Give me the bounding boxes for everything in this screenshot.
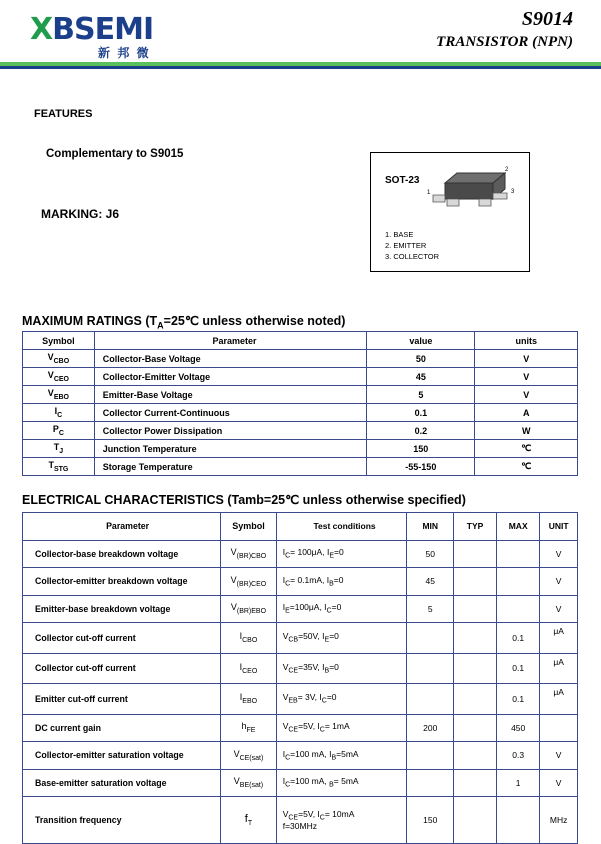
table-row (23, 458, 578, 476)
cell-typ (454, 684, 497, 715)
symbol-base: I (239, 631, 243, 642)
symbol-sub: EBO (53, 393, 69, 401)
symbol-sub: (BR)CEO (236, 580, 267, 588)
cond-c: = 10mA (324, 808, 355, 819)
table-row (23, 386, 578, 404)
cond-b-sub: C (319, 727, 325, 735)
cond-a-sub: E (285, 608, 290, 616)
cond-a: V (282, 631, 289, 642)
cell-unit: V (540, 540, 578, 568)
max-ratings-heading-post: =25℃ unless otherwise noted) (163, 314, 346, 328)
symbol-sub: J (59, 447, 64, 455)
cell-symbol (221, 684, 277, 715)
table-header-row (23, 513, 578, 541)
cell-unit: ℃ (475, 458, 578, 476)
cell-symbol (23, 386, 95, 404)
cell-max: 0.3 (497, 742, 540, 770)
symbol-sub: C (57, 411, 63, 419)
cond-a: I (282, 547, 286, 558)
cell-unit (540, 714, 578, 742)
symbol-sub: STG (53, 465, 69, 473)
cell-symbol (221, 568, 277, 596)
table-row (23, 440, 578, 458)
svg-text:1: 1 (427, 190, 431, 196)
cond-b-sub: C (319, 814, 325, 822)
cell-symbol (23, 404, 95, 422)
cell-min: 45 (407, 568, 454, 596)
col-units: units (475, 332, 578, 350)
cell-unit: W (475, 422, 578, 440)
package-pin-list (385, 229, 439, 262)
col-test-conditions: Test conditions (276, 513, 407, 541)
symbol-base: V (230, 574, 237, 585)
cell-max (497, 595, 540, 623)
header-rule-blue (0, 66, 601, 69)
cond-b-sub: E (324, 637, 330, 645)
cond-b-sub: B (324, 667, 330, 675)
table-row (23, 769, 578, 797)
cond-a: V (282, 692, 289, 703)
cond-b: = 0.1mA, I (290, 574, 330, 585)
cell-max (497, 540, 540, 568)
cond-c: =0 (326, 692, 337, 703)
col-parameter: Parameter (23, 513, 221, 541)
cell-parameter: Collector Current-Continuous (94, 404, 366, 422)
table-row (23, 422, 578, 440)
symbol-base: I (239, 661, 243, 672)
symbol-base: V (230, 602, 237, 613)
svg-text:3: 3 (511, 189, 515, 195)
cell-min (407, 684, 454, 715)
cond-b: =50V, I (298, 631, 325, 642)
package-name-label: SOT-23 (385, 175, 420, 186)
cond-c: = 5mA (333, 776, 359, 787)
cell-symbol (23, 422, 95, 440)
cond-a-sub: EB (288, 698, 298, 706)
symbol-base: T (48, 460, 54, 471)
cell-unit: μA (540, 623, 578, 654)
cell-value: 150 (367, 440, 475, 458)
col-symbol: Symbol (23, 332, 95, 350)
part-type-subtitle: TRANSISTOR (NPN) (436, 34, 573, 50)
cell-max: 0.1 (497, 653, 540, 684)
cond-b: =5V, I (298, 721, 320, 732)
sot23-drawing (423, 165, 519, 226)
marking-text: MARKING: J6 (41, 207, 120, 221)
col-typ: TYP (454, 513, 497, 541)
cell-symbol (221, 797, 277, 844)
max-ratings-heading-sub: A (157, 320, 164, 331)
symbol-base: f (244, 812, 248, 825)
cond-a-sub: C (285, 782, 291, 790)
cell-symbol (221, 742, 277, 770)
cell-typ (454, 568, 497, 596)
col-min: MIN (407, 513, 454, 541)
cell-conditions (276, 742, 407, 770)
cond-b-sub: B (329, 580, 334, 588)
cond-a: I (282, 574, 286, 585)
cell-unit: μA (540, 653, 578, 684)
symbol-base: V (47, 370, 54, 381)
table-header-row (23, 332, 578, 350)
col-value: value (367, 332, 475, 350)
cell-typ (454, 769, 497, 797)
table-row (23, 568, 578, 596)
col-unit: UNIT (540, 513, 578, 541)
cell-conditions (276, 714, 407, 742)
table-row (23, 595, 578, 623)
cell-parameter: Base-emitter saturation voltage (23, 769, 221, 797)
symbol-sub: EBO (242, 698, 258, 706)
cond-b-sub: C (321, 698, 327, 706)
cell-unit: V (540, 769, 578, 797)
features-heading: FEATURES (34, 108, 93, 120)
cond-b: = 100μA, I (290, 547, 330, 558)
cell-parameter: Collector Power Dissipation (94, 422, 366, 440)
cell-parameter: Collector-Base Voltage (94, 350, 366, 368)
table-row (23, 368, 578, 386)
cell-symbol (221, 595, 277, 623)
part-number-title: S9014 (521, 8, 573, 30)
cond-a: I (282, 748, 286, 759)
cond-b-sub: E (329, 553, 334, 561)
cell-typ (454, 797, 497, 844)
symbol-base: V (233, 776, 240, 787)
symbol-base: T (53, 442, 60, 453)
cell-min (407, 623, 454, 654)
cell-unit: V (475, 350, 578, 368)
cell-conditions (276, 540, 407, 568)
cell-conditions (276, 568, 407, 596)
cell-value: 5 (367, 386, 475, 404)
cell-typ (454, 714, 497, 742)
symbol-sub: CBO (53, 357, 70, 365)
symbol-base: V (47, 388, 54, 399)
table-row (23, 404, 578, 422)
complementary-text: Complementary to S9015 (46, 148, 184, 160)
cell-parameter: Storage Temperature (94, 458, 366, 476)
cell-typ (454, 742, 497, 770)
symbol-sub: CEO (53, 375, 69, 383)
cell-conditions (276, 623, 407, 654)
cell-symbol (221, 714, 277, 742)
cell-parameter: Collector cut-off current (23, 623, 221, 654)
cell-min: 150 (407, 797, 454, 844)
table-row (23, 797, 578, 844)
table-row (23, 742, 578, 770)
cell-parameter: Collector cut-off current (23, 653, 221, 684)
cell-parameter: Junction Temperature (94, 440, 366, 458)
symbol-sub: (BR)CBO (236, 553, 267, 561)
logo-chinese-name: 新 邦 微 (98, 46, 151, 60)
max-ratings-table (22, 331, 578, 476)
cell-unit: A (475, 404, 578, 422)
cell-parameter: Transition frequency (23, 797, 221, 844)
cond-b: =5V, I (298, 808, 320, 819)
cell-parameter: Collector-emitter breakdown voltage (23, 568, 221, 596)
cell-value: 0.1 (367, 404, 475, 422)
symbol-base: h (241, 721, 247, 732)
max-ratings-heading-pre: MAXIMUM RATINGS (T (22, 314, 158, 328)
cell-unit: V (475, 368, 578, 386)
cell-parameter: Emitter-base breakdown voltage (23, 595, 221, 623)
symbol-sub: CBO (242, 637, 258, 645)
cell-conditions (276, 769, 407, 797)
cell-value: 50 (367, 350, 475, 368)
symbol-sub: FE (246, 727, 256, 735)
cell-unit: V (540, 742, 578, 770)
cell-typ (454, 653, 497, 684)
cond-c: =5mA (336, 748, 359, 759)
cell-typ (454, 623, 497, 654)
table-row (23, 684, 578, 715)
cell-min (407, 653, 454, 684)
col-max: MAX (497, 513, 540, 541)
symbol-sub: (BR)EBO (236, 608, 267, 616)
cell-min (407, 742, 454, 770)
table-row (23, 350, 578, 368)
cell-conditions (276, 653, 407, 684)
symbol-sub: CE(sat) (239, 754, 264, 762)
cond-b: =35V, I (298, 661, 325, 672)
cond-b: = 3V, I (297, 692, 322, 703)
cell-parameter: Collector-base breakdown voltage (23, 540, 221, 568)
cell-conditions (276, 595, 407, 623)
pin-2-label: 2. EMITTER (385, 241, 427, 250)
package-diagram-box (370, 152, 530, 272)
cell-typ (454, 540, 497, 568)
cell-max (497, 568, 540, 596)
pin-3-label: 3. COLLECTOR (385, 252, 440, 261)
symbol-base: I (239, 692, 243, 703)
symbol-base: I (54, 406, 58, 417)
cell-symbol (221, 540, 277, 568)
electrical-characteristics-table (22, 512, 578, 844)
page-header (0, 0, 601, 62)
cond-b-sub: C (326, 608, 332, 616)
cell-typ (454, 595, 497, 623)
cond-c: =0 (333, 574, 344, 585)
logo-bsemi-text: BSEMI (52, 12, 154, 47)
symbol-sub: T (247, 820, 253, 828)
cond-a-sub: CB (288, 637, 299, 645)
cell-max: 450 (497, 714, 540, 742)
cell-symbol (23, 458, 95, 476)
cond-b: =100 mA, I (290, 748, 332, 759)
cell-conditions (276, 797, 407, 844)
symbol-base: P (52, 424, 59, 435)
cond-a: I (282, 776, 286, 787)
logo-x-letter: X (30, 12, 53, 47)
cell-max: 1 (497, 769, 540, 797)
cond-c: =0 (333, 547, 344, 558)
cell-symbol (23, 368, 95, 386)
cell-value: 45 (367, 368, 475, 386)
cell-unit: μA (540, 684, 578, 715)
table-row (23, 623, 578, 654)
cell-unit: V (475, 386, 578, 404)
cond-a-sub: C (285, 580, 291, 588)
table-row (23, 540, 578, 568)
cond-line-2: f=30MHz (282, 821, 317, 832)
cell-min: 200 (407, 714, 454, 742)
cond-b-sub: B (329, 782, 334, 790)
cell-symbol (23, 440, 95, 458)
cell-value: -55-150 (367, 458, 475, 476)
cond-a: V (282, 721, 289, 732)
cell-max: 0.1 (497, 623, 540, 654)
cell-unit: MHz (540, 797, 578, 844)
electrical-heading: ELECTRICAL CHARACTERISTICS (Tamb=25℃ unless otherwise specified) (22, 493, 466, 507)
symbol-sub: C (58, 429, 64, 437)
cond-b: =100 mA, (290, 776, 330, 787)
cond-a-sub: CE (288, 814, 299, 822)
cond-a: V (282, 661, 289, 672)
cond-c: =0 (331, 602, 342, 613)
cell-symbol (221, 769, 277, 797)
cond-b-sub: B (331, 754, 337, 762)
cell-value: 0.2 (367, 422, 475, 440)
cond-a-sub: C (285, 553, 291, 561)
cell-symbol (221, 653, 277, 684)
symbol-sub: BE(sat) (239, 782, 264, 790)
cond-a: V (282, 808, 289, 819)
cell-min: 5 (407, 595, 454, 623)
cond-c: = 1mA (324, 721, 350, 732)
cell-min: 50 (407, 540, 454, 568)
cell-parameter: Collector-emitter saturation voltage (23, 742, 221, 770)
table-row (23, 714, 578, 742)
col-parameter: Parameter (94, 332, 366, 350)
cell-symbol (23, 350, 95, 368)
cond-c: =0 (329, 631, 339, 642)
pin-1-label: 1. BASE (385, 230, 414, 239)
cell-conditions (276, 684, 407, 715)
cell-max (497, 797, 540, 844)
col-symbol: Symbol (221, 513, 277, 541)
company-logo (30, 12, 153, 47)
symbol-base: V (230, 547, 237, 558)
svg-text:2: 2 (505, 167, 509, 173)
cond-a: I (282, 602, 286, 613)
cond-c: =0 (329, 661, 339, 672)
cond-b: =100μA, I (289, 602, 327, 613)
cell-min (407, 769, 454, 797)
cell-unit: ℃ (475, 440, 578, 458)
symbol-base: V (233, 748, 240, 759)
cell-parameter: Collector-Emitter Voltage (94, 368, 366, 386)
cond-a-sub: C (285, 754, 291, 762)
cond-a-sub: CE (288, 727, 299, 735)
cell-unit: V (540, 568, 578, 596)
cell-parameter: Emitter cut-off current (23, 684, 221, 715)
table-row (23, 653, 578, 684)
cell-max: 0.1 (497, 684, 540, 715)
max-ratings-heading (22, 313, 345, 331)
cell-parameter: Emitter-Base Voltage (94, 386, 366, 404)
cond-a-sub: CE (288, 667, 299, 675)
cell-parameter: DC current gain (23, 714, 221, 742)
symbol-base: V (47, 352, 54, 363)
cell-unit: V (540, 595, 578, 623)
symbol-sub: CEO (242, 667, 258, 675)
cell-symbol (221, 623, 277, 654)
